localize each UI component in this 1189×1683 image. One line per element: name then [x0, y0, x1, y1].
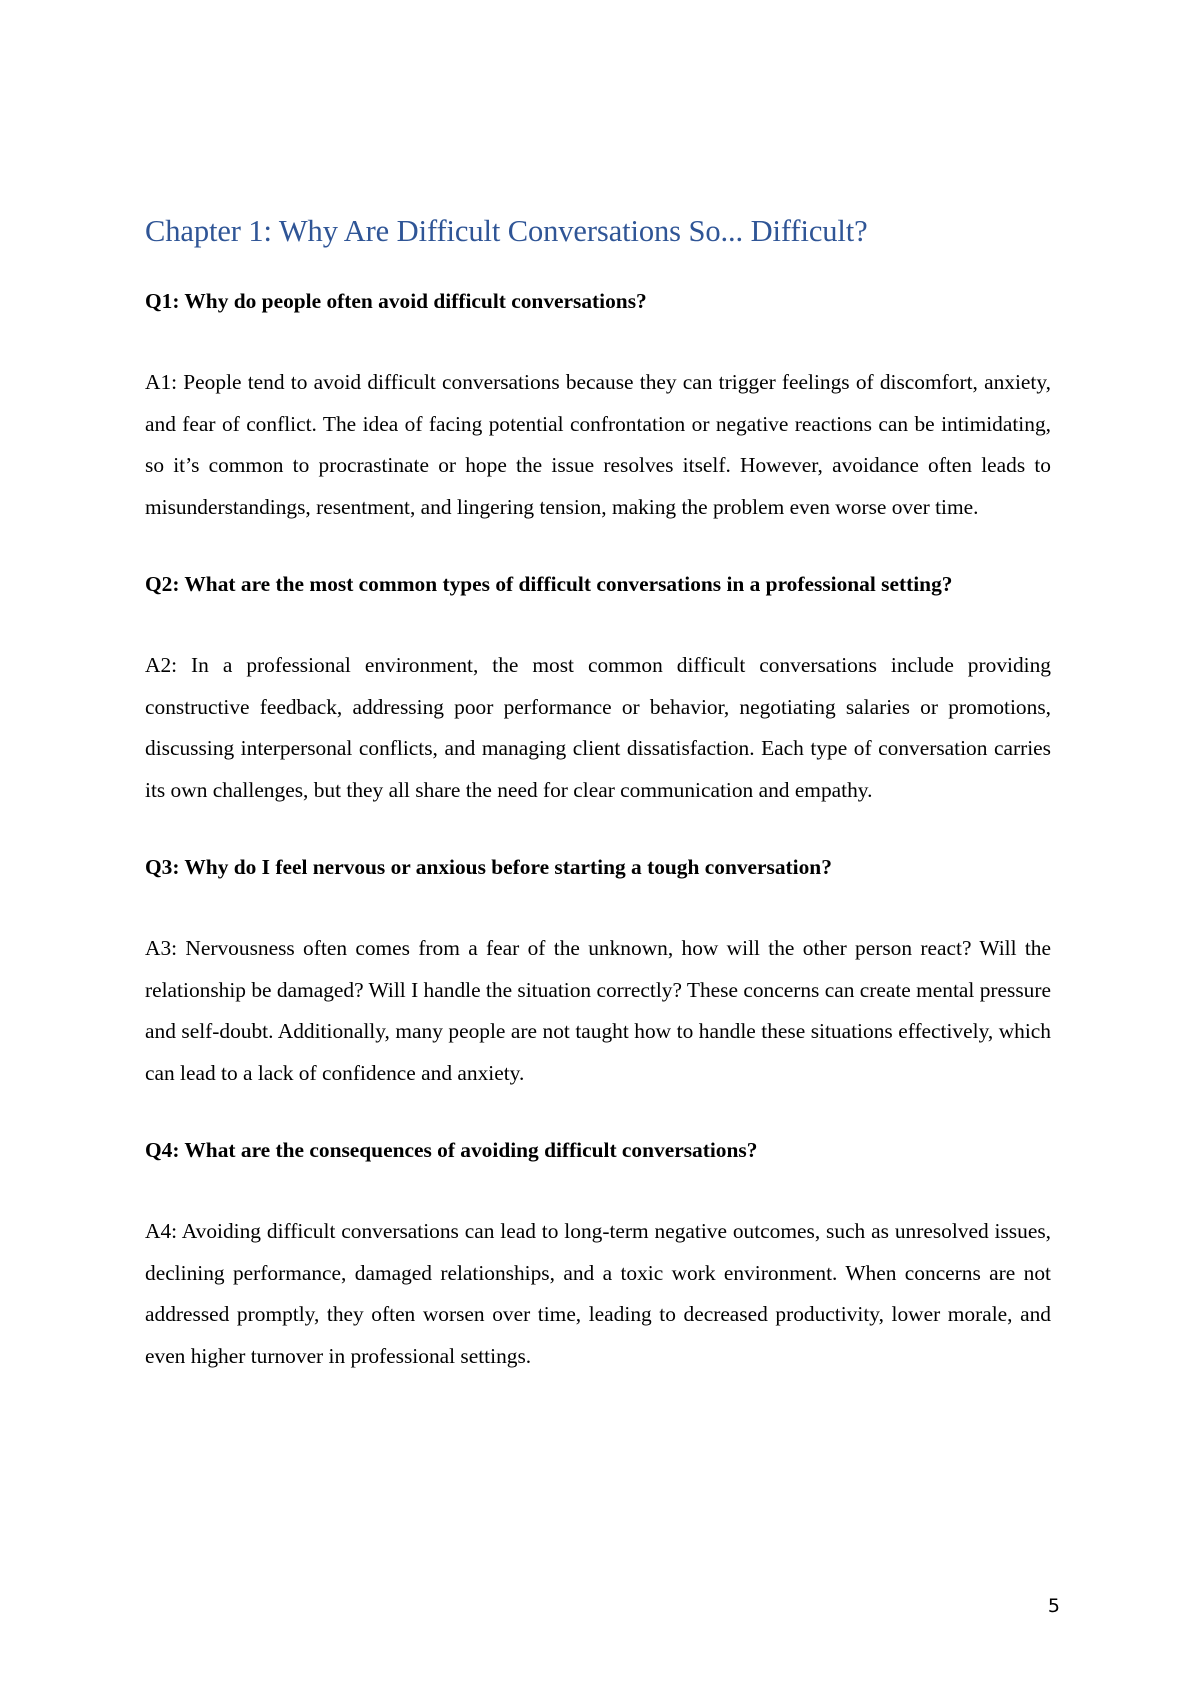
- answer-1: A1: People tend to avoid difficult conversations because they can trigger feelings of discomfort, anxiety, and fear of conflict. The idea of facing potential confrontation or negative reactions can be intimidating, so it’s common to procrastinate or hope the issue resolves itself. However, avoidance often leads to misunderstandings, resentment, and lingering tension, making the problem even worse over time.: [145, 370, 1051, 519]
- question-2: Q2: What are the most common types of difficult conversations in a professional setting?: [145, 572, 953, 596]
- page-content: [145, 205, 1051, 1377]
- page-number: 5: [1047, 1595, 1060, 1617]
- answer-2: A2: In a professional environment, the most common difficult conversations include providing constructive feedback, addressing poor performance or behavior, negotiating salaries or promotions, discussing interpersonal conflicts, and managing client dissatisfaction. Each type of conversation carries its own challenges, but they all share the need for clear communication and empathy.: [145, 653, 1051, 802]
- question-3: Q3: Why do I feel nervous or anxious before starting a tough conversation?: [145, 855, 832, 879]
- answer-3: A3: Nervousness often comes from a fear of the unknown, how will the other person react? Will the relationship be damaged? Will I handle the situation correctly? These concerns can create mental pressure and self-doubt. Additionally, many people are not taught how to handle these situations effectively, which can lead to a lack of confidence and anxiety.: [145, 936, 1051, 1085]
- question-1: Q1: Why do people often avoid difficult conversations?: [145, 289, 647, 313]
- question-4: Q4: What are the consequences of avoiding difficult conversations?: [145, 1138, 758, 1162]
- answer-4: A4: Avoiding difficult conversations can lead to long-term negative outcomes, such as unresolved issues, declining performance, damaged relationships, and a toxic work environment. When concerns are not addressed promptly, they often worsen over time, leading to decreased productivity, lower morale, and even higher turnover in professional settings.: [145, 1219, 1051, 1368]
- chapter-title: Chapter 1: Why Are Difficult Conversations So... Difficult?: [145, 214, 868, 248]
